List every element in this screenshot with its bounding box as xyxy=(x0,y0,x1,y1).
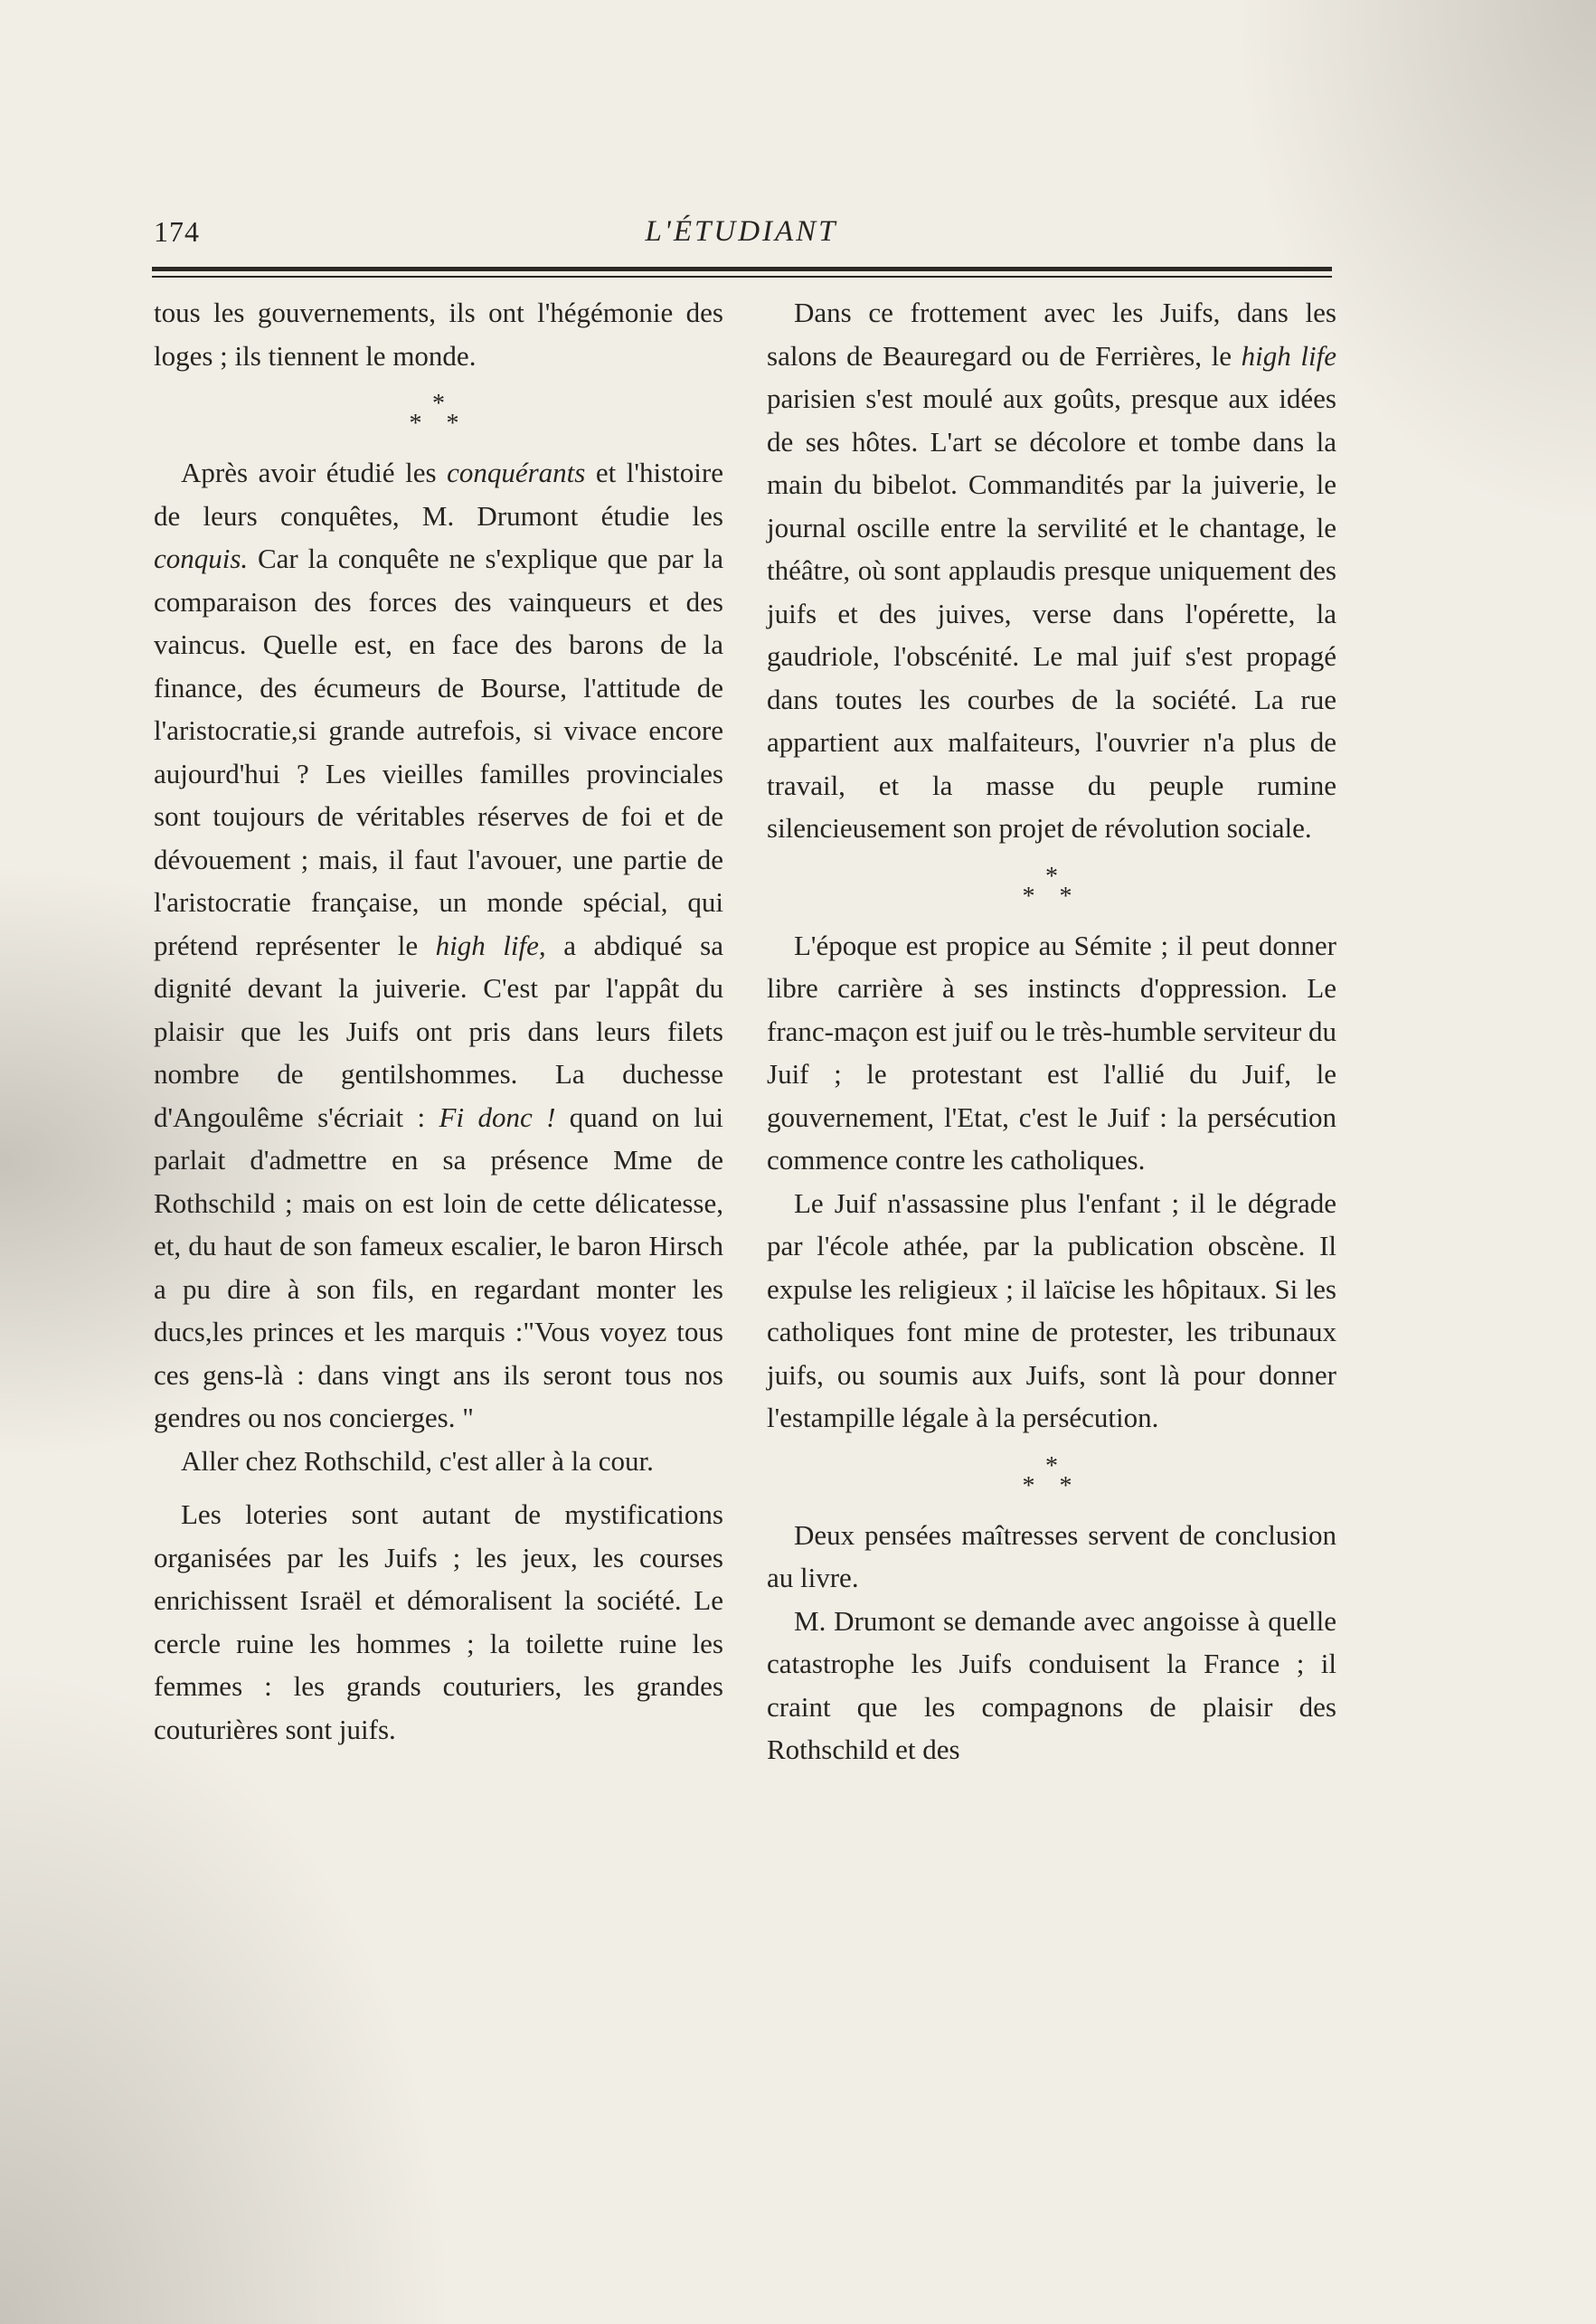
asterism-bottom: * * xyxy=(409,410,468,438)
paragraph: Deux pensées maîtresses servent de conclusion au livre. xyxy=(767,1518,1336,1593)
right-column xyxy=(767,291,1336,1771)
italic-run: conquérants xyxy=(447,457,586,488)
text-run: quand on lui parlait d'admettre en sa présence Mme de Rothschild ; mais on est loin de cette délicatesse, et, du haut de son fameux escalier, le baron Hirsch a pu dire à son fils, en regardant monter les ducs,les princes et les marquis :"Vous voyez tous ces gens-là : dans vingt ans ils seront tous nos gendres ou nos concierges. " xyxy=(154,1101,723,1433)
running-title: L'ÉTUDIANT xyxy=(645,215,838,248)
text-run: Après avoir étudié les xyxy=(181,457,448,488)
paragraph: Le Juif n'assassine plus l'enfant ; il le dégrade par l'école athée, par la publication obscène. Il expulse les religieux ; il laïcise les hôpitaux. Si les catholiques font mine de protester, les tribunaux juifs, ou soumis aux Juifs, sont là pour donner l'estampille légale à la persécution. xyxy=(767,1186,1336,1433)
text-run: et l'histoire de leurs conquêtes, M. Drumont étudie les xyxy=(154,457,723,532)
section-separator xyxy=(154,377,723,451)
asterism-top: * xyxy=(432,390,445,418)
paragraph: M. Drumont se demande avec angoisse à quelle catastrophe les Juifs conduisent la France ; il craint que les compagnons de plaisir des Rothschild et des xyxy=(767,1604,1336,1765)
text-run: parisien s'est moulé aux goûts, presque aux idées de ses hôtes. L'art se décolore et tombe dans la main du bibelot. Commandités par la juiverie, le journal oscille entre la servilité et le chantage, le théâtre, où sont applaudis presque uniquement des juifs et des juives, verse dans l'opérette, la gaudriole, l'obscénité. Le mal juif s'est propagé dans toutes les courbes de la société. La rue appartient aux malfaiteurs, l'ouvrier n'a plus de travail, et la masse du peuple rumine silencieusement son projet de révolution sociale. xyxy=(767,383,1336,844)
italic-run: Fi donc ! xyxy=(439,1101,556,1133)
text-run: a abdiqué sa dignité devant la juiverie. C'est par l'appât du plaisir que les Juifs ont pris dans leurs filets nombre de gentilshommes. La duchesse d'Angoulême s'écriait : xyxy=(154,929,723,1133)
paragraph: tous les gouvernements, ils ont l'hégémonie des loges ; ils tiennent le monde. xyxy=(154,297,723,372)
header-rule-thin xyxy=(152,276,1332,278)
section-separator xyxy=(767,1440,1336,1514)
text-run: Dans ce frottement avec les Juifs, dans les salons de Beauregard ou de Ferrières, le xyxy=(767,297,1336,372)
section-separator xyxy=(767,850,1336,924)
italic-run: high life, xyxy=(435,929,546,961)
asterism-top: * xyxy=(1045,862,1058,891)
asterism-top: * xyxy=(1045,1451,1058,1480)
text-run: Car la conquête ne s'explique que par la comparaison des forces des vainqueurs et des vaincus. Quelle est, en face des barons de la finance, des écumeurs de Bourse, l'attitude de l'aristocratie,si grande autrefois, si vivace encore aujourd'hui ? Les vieilles familles provinciales sont toujours de véritables réserves de foi et de dévouement ; mais, il faut l'avouer, une partie de l'aristocratie française, un monde spécial, qui prétend représenter le xyxy=(154,543,723,961)
page-number: 174 xyxy=(154,215,200,248)
paragraph xyxy=(154,451,723,1440)
left-column xyxy=(154,291,723,1751)
paragraph: L'époque est propice au Sémite ; il peut donner libre carrière à ses instincts d'oppression. Le franc-maçon est juif ou le très-humble serviteur du Juif ; le protestant est l'allié du Juif, le gouvernement, l'Etat, c'est le Juif : la persécution commence contre les catholiques. xyxy=(767,929,1336,1176)
asterism-bottom: * * xyxy=(1022,1471,1081,1500)
page-header xyxy=(154,215,1329,269)
asterism-bottom: * * xyxy=(1022,882,1081,911)
paragraph: Les loteries sont autant de mystifications organisées par les Juifs ; les jeux, les courses enrichissent Israël et démoralisent la société. Le cercle ruine les hommes ; la toilette ruine les femmes : les grands couturiers, les grandes couturières sont juifs. xyxy=(154,1498,723,1745)
paragraph: Aller chez Rothschild, c'est aller à la cour. xyxy=(181,1444,654,1477)
italic-run: conquis. xyxy=(154,543,249,574)
italic-run: high life xyxy=(1241,339,1336,372)
paragraph xyxy=(767,291,1336,850)
header-rule-thick xyxy=(152,267,1332,271)
